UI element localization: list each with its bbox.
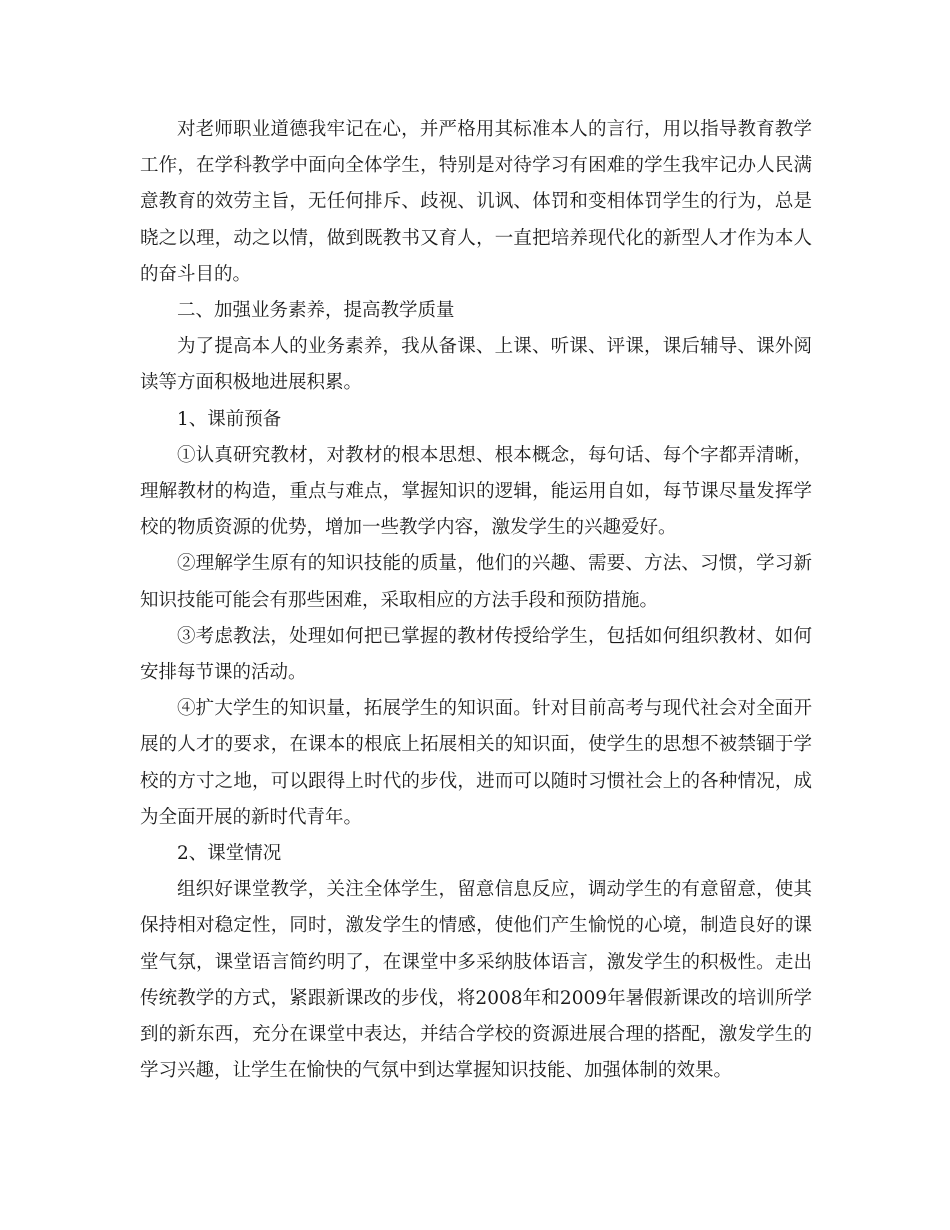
paragraph-prep-item-2: ②理解学生原有的知识技能的质量，他们的兴趣、需要、方法、习惯，学习新知识技能可能会有那些困难，采取相应的方法手段和预防措施。	[140, 553, 812, 611]
subheading-classroom-situation: 2、课堂情况	[177, 843, 282, 865]
document-page	[140, 112, 812, 1089]
paragraph-prep-item-4: ④扩大学生的知识量，拓展学生的知识面。针对目前高考与现代社会对全面开展的人才的要求，在课本的根底上拓展相关的知识面，使学生的思想不被禁锢于学校的方寸之地，可以跟得上时代的步伐，进而可以随时习惯社会上的各种情况，成为全面开展的新时代青年。	[140, 698, 812, 828]
paragraph-prep-item-1: ①认真研究教材，对教材的根本思想、根本概念，每句话、每个字都弄清晰，理解教材的构造，重点与难点，掌握知识的逻辑，能运用自如，每节课尽量发挥学校的物质资源的优势，增加一些教学内容，激发学生的兴趣爱好。	[140, 444, 812, 539]
section-heading-professional-quality: 二、加强业务素养，提高教学质量	[177, 300, 455, 322]
paragraph-classroom-teaching: 组织好课堂教学，关注全体学生，留意信息反应，调动学生的有意留意，使其保持相对稳定性，同时，激发学生的情感，使他们产生愉悦的心境，制造良好的课堂气氛，课堂语言简约明了，在课堂中多采纳肢体语言，激发学生的积极性。走出传统教学的方式，紧跟新课改的步伐，将2008年和2009年暑假新课改的培训所学到的新东西，充分在课堂中表达，并结合学校的资源进展合理的搭配，激发学生的学习兴趣，让学生在愉快的气氛中到达掌握知识技能、加强体制的效果。	[140, 879, 812, 1082]
subheading-lesson-preparation: 1、课前预备	[177, 408, 282, 430]
paragraph-teacher-ethics: 对老师职业道德我牢记在心，并严格用其标准本人的言行，用以指导教育教学工作，在学科教学中面向全体学生，特别是对待学习有困难的学生我牢记办人民满意教育的效劳主旨，无任何排斥、歧视、讥讽、体罚和变相体罚学生的行为，总是晓之以理，动之以情，做到既教书又育人，一直把培养现代化的新型人才作为本人的奋斗目的。	[140, 119, 812, 285]
paragraph-professional-quality-intro: 为了提高本人的业务素养，我从备课、上课、听课、评课，课后辅导、课外阅读等方面积极地进展积累。	[140, 336, 812, 394]
paragraph-prep-item-3: ③考虑教法，处理如何把已掌握的教材传授给学生，包括如何组织教材、如何安排每节课的活动。	[140, 625, 812, 684]
